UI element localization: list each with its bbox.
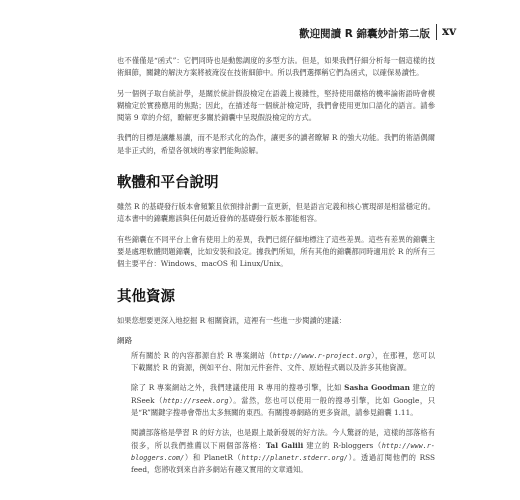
person-name: Tal Galili	[265, 440, 304, 450]
paragraph-rseek	[117, 382, 435, 419]
paragraph-functions: 也不僅僅是“函式”：它們同時也是動態調度的多型方法。但是，如果我們仔細分析每一個這樣的技術細節，關鍵的解決方案將被淹沒在技術細節中。所以我們選擇稱它們為函式，以確保易讀性。	[117, 56, 435, 78]
subheading-web: 網路	[117, 335, 133, 345]
page-body	[117, 55, 435, 485]
text: ）和 PlanetR（	[184, 452, 242, 462]
header-divider	[436, 24, 437, 40]
person-name: Sasha Goodman	[344, 383, 410, 393]
text: 閱讀部落格是學習 R 的好方法，也是跟上最新發展的好方法。今人驚訝的是，這樣的部落格有很多，所以我們推薦以下兩個部落格：	[131, 428, 435, 450]
link-rseek[interactable]: http://rseek.org	[162, 396, 229, 405]
page-number: xv	[442, 24, 457, 38]
heading-other-resources: 其他資源	[117, 288, 175, 305]
text: 所有關於 R 的內容都源自於 R 專案網站（	[131, 350, 273, 360]
text: 建立的 RSeek（	[131, 383, 435, 405]
paragraph-statistics: 另一個例子取自統計學，是關於統計假設檢定在語義上複雜性，堅持使用嚴格的機率論術語時會模糊檢定於實務應用的焦點；因此，在描述每一個統計檢定時，我們會使用更加口語化的語言。請參閱第 9 章的介紹，瞭解更多關於錦囊中呈現假設檢定的方式。	[117, 88, 435, 123]
text: 建立的 R-bloggers（	[303, 440, 382, 450]
paragraph-goal: 我們的目標是讓離易讀，而不是形式化的為作，讓更多的讀者瞭解 R 的強大功能。我們的術語偶爾是非正式的，希望各領域的專家們能夠諒解。	[117, 133, 435, 155]
text: ），在那裡，您可以下載關於 R 的資源，例如平台、附加元件套件、文件、原始程式碼以及許多其他資源。	[131, 350, 436, 373]
text: 除了 R 專案網站之外，我們建議使用 R 專用的搜尋引擎，比如	[131, 383, 345, 393]
heading-software-platform: 軟體和平台說明	[117, 175, 219, 192]
link-r-bloggers[interactable]: http://www.r-bloggers.com/	[131, 441, 435, 462]
paragraph-platforms: 有些錦囊在不同平台上會有使用上的差異，我們已經仔細地標注了這些差異。這些有差異的錦囊主要是處理軟體問題錦囊，比如安裝和設定。據我們所知，所有其他的錦囊都同時適用於 R 的所有三個主要平台：Windows、macOS 和 Linux/Unix。	[117, 234, 435, 269]
running-header: 歡迎閱讀 R 錦囊妙計第二版	[299, 28, 430, 40]
paragraph-blogs	[117, 427, 435, 476]
text: ）。當然，您也可以使用一般的搜尋引擎，比如 Google，只是“R”關鍵字搜尋會帶出太多無關的東西。有關搜尋網路的更多資訊，請參見錦囊 1.11。	[131, 395, 435, 418]
paragraph-base-distribution: 雖然 R 的基礎發行版本會頻繁且依預排計劃一直更新，但是語言定義和核心實現卻是相當穩定的。這本書中的錦囊應該與任何最近發佈的基礎發行版本都能相容。	[117, 202, 435, 224]
link-r-project[interactable]: http://www.r-project.org	[272, 351, 371, 360]
link-planetr[interactable]: http://planetr.stderr.org/	[241, 453, 348, 462]
paragraph-resources-intro: 如果您想要更深入地挖掘 R 相關資訊，這裡有一些進一步閱讀的建議：	[117, 315, 347, 325]
paragraph-r-project	[117, 350, 435, 375]
text: ）。透過訂閱他們的 RSS feed，您將收到來自許多網站有趣又實用的文章通知。	[131, 452, 435, 475]
